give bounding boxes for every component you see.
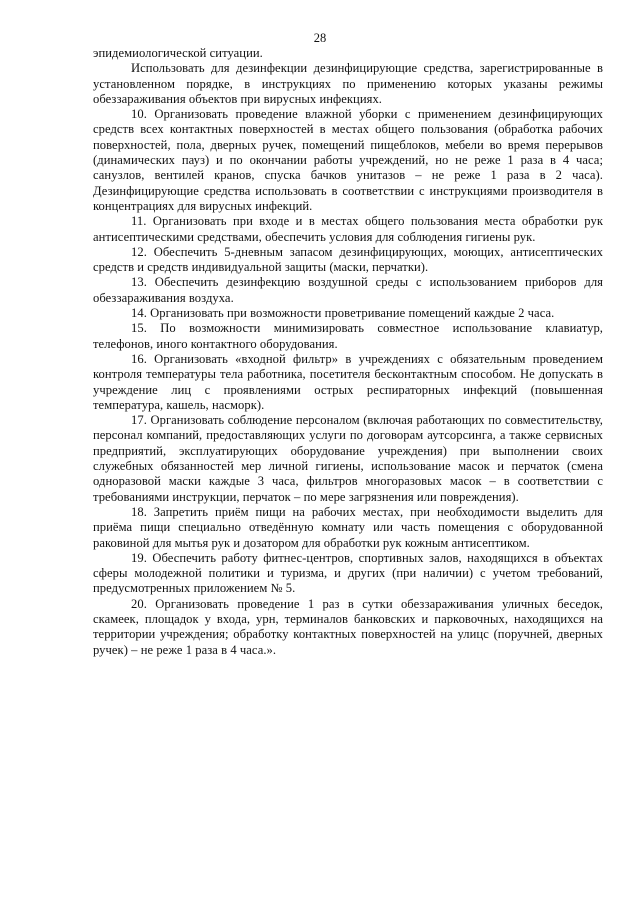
paragraph-item-13: 13. Обеспечить дезинфекцию воздушной среды с использованием приборов для обеззараживания воздуха.: [93, 275, 603, 305]
paragraph-item-10: 10. Организовать проведение влажной уборки с применением дезинфицирующих средств всех контактных поверхностей в местах общего пользования (обработка рабочих поверхностей, пола, дверных ручек, помещений пищеблоков, мебели во время перерывов (динамических пауз) и по окончании работы учреждений, но не реже 1 раза в 4 часа; санузлов, вентилей кранов, спуска бачков унитазов – не реже 1 раза в 2 часа). Дезинфицирующие средства использовать в соответствии с инструкциями производителя в концентрациях для вирусных инфекций.: [93, 107, 603, 213]
paragraph-item-20: 20. Организовать проведение 1 раз в сутки обеззараживания уличных беседок, скамеек, площадок у входа, урн, терминалов банковских и парковочных, находящихся на территории учреждения; обработку контактных поверхностей на улицс (поручней, дверных ручек) – не реже 1 раза в 4 часа.».: [93, 596, 603, 657]
paragraph-continuation: эпидемиологической ситуации.: [93, 46, 263, 60]
document-body: [93, 46, 603, 658]
paragraph-item-17: 17. Организовать соблюдение персоналом (включая работающих по совместительству, персонал компаний, предоставляющих услуги по договорам аутсорсинга, а также сервисных предприятий, эксплуатирующих оборудование учреждения) при выполнении своих служебных обязанностей мер личной гигиены, использование масок и перчаток (смена одноразовой маски каждые 3 часа, фильтров многоразовых масок – в соответствии с требованиями инструкции, перчаток – по мере загрязнения или повреждения).: [93, 413, 603, 504]
paragraph-item-14: 14. Организовать при возможности проветривание помещений каждые 2 часа.: [131, 306, 555, 321]
paragraph-item-12: 12. Обеспечить 5-дневным запасом дезинфицирующих, моющих, антисептических средств и средств индивидуальной защиты (маски, перчатки).: [93, 244, 603, 275]
paragraph-item-18: 18. Запретить приём пищи на рабочих местах, при необходимости выделить для приёма пищи специально отведённую комнату или часть помещения с оборудованной раковиной для мытья рук и дозатором для обработки рук кожным антисептиком.: [93, 504, 603, 550]
page-number: 28: [313, 31, 327, 45]
paragraph-disinfectants: Использовать для дезинфекции дезинфицирующие средства, зарегистрированные в установленном порядке, в инструкциях по применению которых указаны режимы обеззараживания объектов при вирусных инфекциях.: [93, 61, 603, 106]
paragraph-item-15: 15. По возможности минимизировать совместное использование клавиатур, телефонов, иного контактного оборудования.: [93, 321, 603, 351]
paragraph-item-16: 16. Организовать «входной фильтр» в учреждениях с обязательным проведением контроля температуры тела работника, посетителя бесконтактным способом. Не допускать в учреждение лиц с проявлениями острых респираторных инфекций (повышенная температура, кашель, насморк).: [93, 351, 603, 412]
paragraph-item-19: 19. Обеспечить работу фитнес-центров, спортивных залов, находящихся в объектах сферы молодежной политики и туризма, и других (при наличии) с учетом требований, предусмотренных приложением № 5.: [93, 550, 603, 596]
paragraph-item-11: 11. Организовать при входе и в местах общего пользования места обработки рук антисептическими средствами, обеспечить условия для соблюдения гигиены рук.: [93, 214, 603, 244]
